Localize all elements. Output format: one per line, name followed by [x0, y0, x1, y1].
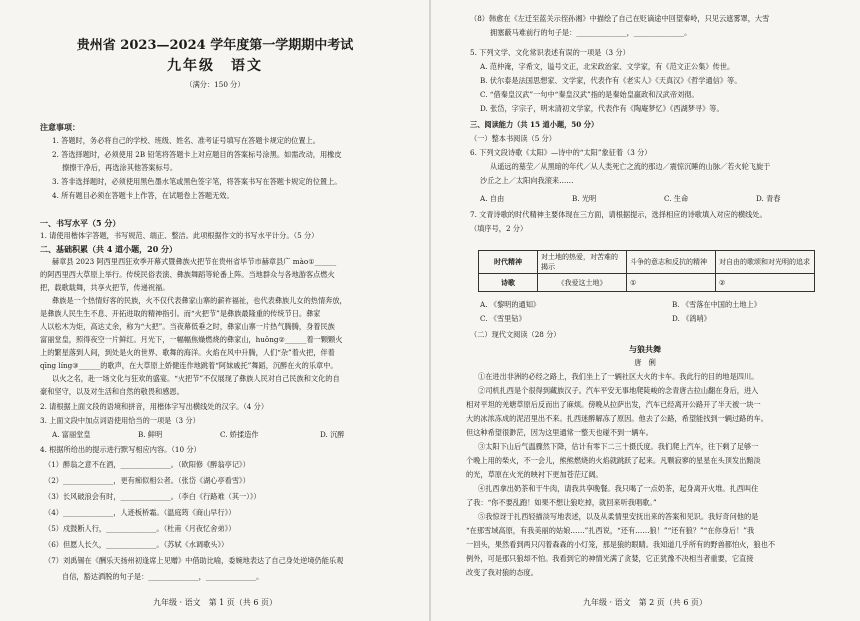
question-7: （填序号，2 分） [470, 224, 528, 233]
passage-line: 以火之名，赴一场文化与狂欢的盛宴。“火把节”不仅展现了彝族人民对自己民族和文化的自 [52, 374, 340, 383]
section-heading: 一、书写水平（5 分） [40, 218, 121, 228]
dictation-item: （3）长风破浪会有时，______________。（李白《行路难（其一）》） [44, 492, 261, 501]
passage-line: 赫章县 2023 阿西里西狂欢季开幕式暨彝族火把节在贵州省毕节市赫章县广 mào①______ [52, 257, 337, 266]
section-heading: 二、基础积累（共 4 道小题，20 分） [40, 244, 178, 254]
section-heading: 三、阅读能力（共 15 道小题，50 分） [470, 120, 599, 129]
article-paragraph: ④扎西拿出奶茶和干牛肉，请我共享晚餐。我只喝了一点奶茶，起身离开火堆。扎西叫住 [478, 484, 759, 493]
passage-line: 富丽堂皇，照得夜空一片鲜红。月光下，一幅幅焦燥燃烧的彝家山，huǒng②______着一颗颗火 [40, 335, 343, 344]
poem-line: 从遥远的墓茔／从黑暗的年代／从人类死亡之流的那边／震惊沉睡的山脉／若火轮飞旋于 [490, 162, 771, 171]
article-title: 与狼共舞 [629, 344, 661, 354]
article-paragraph: 例外，可是那只狼却不怕。我看到它的神情光满了贪婪，它正犹豫不决相当者重要，它直接 [466, 554, 754, 563]
option-c: C. “借秦皇汉武”一句中“秦皇汉武”指的是秦始皇嬴政和汉武帝刘彻。 [480, 90, 699, 99]
passage-line: 的阿西里西大草原上举行。传统民俗表演、彝族舞蹈等轮番上阵。当地群众与各地游客点燃火 [40, 270, 335, 279]
dictation-item: （6）但愿人长久，______________。（苏轼《水调歌头》） [44, 540, 229, 549]
dictation-item: 自信，豁达洒脱的句子是：______________，______________。 [62, 572, 264, 581]
article-paragraph: ③太阳下山后气温骤然下降，估计有零下二三十摄氏度。我们爬上汽车，往下剩了足够一 [478, 442, 759, 451]
poem-line: 沙丘之上／太阳向我滚来…… [480, 176, 574, 185]
table-row [479, 274, 815, 292]
page-footer: 九年级 · 语文 第 2 页（共 6 页） [583, 598, 707, 607]
dictation-item: 拥塞蔽马难前行的句子是：______________，______________。 [490, 28, 692, 37]
passage-line: 彝族是一个热情好客的民族，火不仅代表彝家山寨的薪祚福祉，也代表彝族儿女的热情奔放， [52, 296, 347, 305]
spirit-table [478, 250, 815, 292]
table-cell: 诗歌 [479, 274, 538, 292]
answer-blank-2[interactable]: ② [716, 274, 815, 292]
article-paragraph: ⑤我惊讶于扎西轻描淡写地表述，以及从柔情里安抚出来的答案和见识。我好奇问他的是 [478, 512, 759, 521]
option-b: B. 鲜明 [138, 430, 163, 439]
notice-item: 2. 答选择题时，必须使用 2B 铅笔将答题卡上对应题目的答案标号涂黑。如需改动，用橡皮 [52, 150, 342, 159]
option-d: D. 沉醉 [320, 430, 345, 439]
article-paragraph: ①在进出非洲的必经之路上，我们坐上了一辆社区大火的卡车。我此行的目的地是四川。 [478, 372, 759, 381]
exam-subtitle: 九年级 语文 [167, 58, 263, 74]
option-d: D. 《鸽哨》 [672, 314, 711, 323]
dictation-item: （4）______________，人迹板桥霜。（温庭筠《商山早行》） [44, 508, 236, 517]
option-c: C. 生命 [664, 194, 689, 203]
option-a: A. 自由 [480, 194, 505, 203]
article-paragraph: 但这种希望很渺茫，因为这里通常一整天也碰不到一辆车。 [466, 428, 653, 437]
table-cell: 对自由的歌颂和对光明的追求 [716, 251, 815, 274]
option-b: B. 《雪落在中国的土地上》 [672, 300, 761, 309]
passage-line: qīng líng③______的歌声，在大草原上娇健连作地跳着“阿妹戚托”舞蹈，沉醉在火的乐章中。 [40, 361, 338, 370]
part-heading: （二）现代文阅读（28 分） [470, 330, 561, 339]
notice-heading: 注意事项： [40, 122, 80, 132]
option-a: A. 《黎明的通知》 [480, 300, 541, 309]
notice-item: 擦擦干净后，再选涂其他答案标号。 [62, 163, 178, 172]
table-cell: 对土地的热爱，对苦难的揭示 [538, 251, 627, 274]
dictation-item: （2）______________，更有痴似相公者。（张岱《湖心亭看雪》） [44, 476, 250, 485]
dictation-item: （8）韩愈在《左迁至蓝关示侄孙湘》中描绘了自己在贬谪途中回望秦岭，只见云遮雾罩，大雪 [470, 14, 770, 23]
passage-line: 上的繁星落到人间，到处是火的世界、歌舞的海洋。火焰在风中升腾，人们“杂”着火把，伴着 [40, 348, 335, 357]
article-paragraph: 大的冰浓冻成的泥沼里出不来。扎西迷醉解冻了原因。他去了公路，希望能找到一辆过路的车。 [466, 414, 768, 423]
question-4: 4. 根据所给出的提示进行默写相应内容。（10 分） [40, 445, 201, 454]
score-note: （满分：150 分） [185, 80, 245, 89]
table-cell: 《我爱这土地》 [538, 274, 627, 292]
table-cell: 斗争的意志和反抗的精神 [627, 251, 716, 274]
passage-line: 人以松木为炬，高达丈余，称为“大把”。当夜幕低垂之时，彝家山寨一片热气腾腾，身着民族 [40, 322, 335, 331]
dictation-item: （1）醉翁之意不在酒，______________。（欧阳修《醉翁亭记》） [44, 460, 250, 469]
question-7: 7. 文青诗歌的时代精神主要体现在三方面，请根据提示，选择相应的诗歌填入对应的横线处。 [470, 210, 767, 219]
dictation-item: （5）戍鼓断人行，______________。（杜甫《月夜忆舍弟》） [44, 524, 236, 533]
table-row [479, 251, 815, 274]
option-d: D. 张岱，字宗子，明末清初文学家，代表作有《陶庵梦忆》《西湖梦寻》等。 [480, 104, 724, 113]
article-paragraph: 的光，草原在火光的映衬下更加苍茫辽阔。 [466, 470, 603, 479]
passage-line: 豪和坚守，以及对生活和自然的敬畏和感恩。 [40, 387, 184, 396]
option-d: D. 青春 [756, 194, 781, 203]
option-b: B. 光明 [572, 194, 597, 203]
passage-line: 是彝族人民生生不息、开拓进取的精神指引。而“火把节”是彝族最隆重的传统节日。彝家 [40, 309, 321, 318]
article-paragraph: 了我：“你不要乱跑！如果不想让狼吃掉，就回来听我唱歌。” [466, 498, 657, 507]
question-5: 5. 下列文学、文化常识表述有误的一项是（3 分） [470, 48, 630, 57]
option-c: C. 《雪里钻》 [480, 314, 526, 323]
question-3: 3. 上面文段中加点词语使用恰当的一项是（3 分） [40, 416, 200, 425]
exam-title: 贵州省 2023—2024 学年度第一学期期中考试 [76, 38, 354, 53]
notice-item: 3. 答非选择题时，必须使用黑色墨水笔或黑色签字笔，将答案书写在答题卡规定的位置上。 [52, 177, 342, 186]
dictation-item: （7）刘禹锡在《酬乐天扬州初逢席上见赠》中借助比喻，委婉地表达了自己身处逆境仍能乐观 [44, 556, 344, 565]
notice-item: 1. 答题时，务必将自己的学校、班级、姓名、准考证号填写在答题卡规定的位置上。 [52, 136, 320, 145]
option-a: A. 范仲淹，字希文，谥号文正，北宋政治家、文学家，有《范文正公集》传世。 [480, 62, 735, 71]
article-paragraph: 相对平坦的羌塘草原后反而出了麻烦。傍晚从拉萨出发，汽车已经离开公路开了半天被一块一 [466, 400, 761, 409]
article-paragraph: ②司机扎西是个很得到藏族汉子。汽车平安无事地爬陡峻的念青唐古拉山翻在身后，进入 [478, 386, 759, 395]
article-paragraph: “在那雪域高原，有我美丽的姑娘……”扎西说，“还有……狼！”“还有狼？”“在你身后！”我 [466, 526, 755, 535]
passage-line: 把，载歌载舞，共享火把节，传递祝福。 [40, 283, 170, 292]
question-2: 2. 请根据上面文段的语境和拼音，用楷体字写出横线处的汉字。（4 分） [40, 402, 269, 411]
option-a: A. 富丽堂皇 [52, 430, 91, 439]
answer-blank-1[interactable]: ① [627, 274, 716, 292]
question-1: 1. 请使用楷体字答题，书写规范、端正、整洁。此项根据作文的书写水平计分。（5 分） [40, 231, 319, 240]
question-6: 6. 下列文段诗歌《太阳》—诗中的“太阳”象征着（3 分） [470, 148, 652, 157]
option-c: C. 娇揉造作 [220, 430, 259, 439]
page-footer: 九年级 · 语文 第 1 页（共 6 页） [153, 598, 277, 607]
article-paragraph: 改变了我对狼的态度。 [466, 568, 538, 577]
option-b: B. 伏尔泰是法国思想家、文学家，代表作有《老实人》《天真汉》《哲学通信》等。 [480, 76, 742, 85]
article-author: 唐 俐 [634, 358, 656, 367]
article-paragraph: 一回头，果然看到两只闪着森森的小灯笼，那是狼的眼睛。我知道几乎所有的野兽都怕火，狼也不 [466, 540, 776, 549]
part-heading: （一）整本书阅读（5 分） [470, 134, 556, 143]
notice-item: 4. 所有题目必须在答题卡上作答，在试题卷上答题无效。 [52, 191, 234, 200]
table-cell: 时代精神 [479, 251, 538, 274]
article-paragraph: 个晚上用的柴火，不一会儿，熊熊燃烧的火焰就跳跃了起来。凡颗寂寥的星星在头顶发出黯淡 [466, 456, 761, 465]
